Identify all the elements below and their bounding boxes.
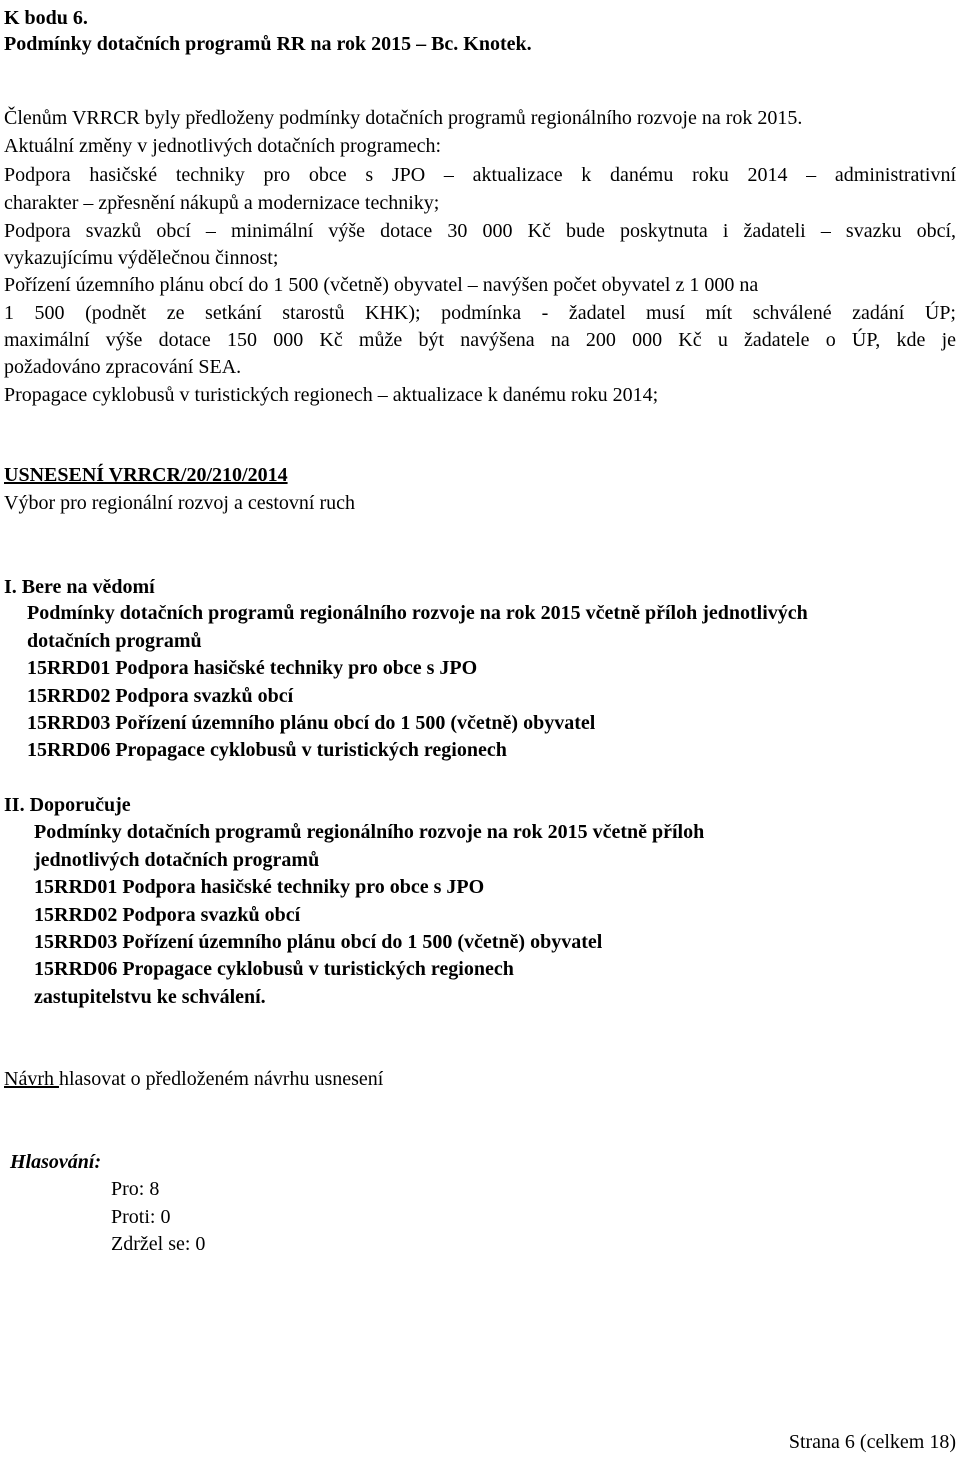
resolution-number: USNESENÍ VRRCR/20/210/2014: [4, 464, 288, 486]
agenda-item: K bodu 6.: [4, 7, 88, 29]
proposal-text: hlasovat o předloženém návrhu usnesení: [58, 1068, 384, 1090]
section-line: Podmínky dotačních programů regionálního rozvoje na rok 2015 včetně příloh jednotlivých: [27, 602, 808, 624]
intro-line: Podpora svazků obcí – minimální výše dotace 30 000 Kč bude poskytnuta i žadateli – svazku obcí,: [4, 220, 956, 242]
intro-line: Podpora hasičské techniky pro obce s JPO – aktualizace k danému roku 2014 – administrativní: [4, 164, 956, 186]
section-line: 15RRD03 Pořízení územního plánu obcí do 1 500 (včetně) obyvatel: [27, 712, 596, 734]
vote-abstain: Zdržel se: 0: [111, 1233, 206, 1255]
intro-line: Pořízení územního plánu obcí do 1 500 (včetně) obyvatel – navýšen počet obyvatel z 1 000 na: [4, 274, 759, 296]
section-line: Podmínky dotačních programů regionálního rozvoje na rok 2015 včetně příloh: [34, 821, 705, 843]
section-line: 15RRD06 Propagace cyklobusů v turistických regionech: [34, 958, 514, 980]
section-line: 15RRD01 Podpora hasičské techniky pro obce s JPO: [27, 657, 478, 679]
section-line: 15RRD06 Propagace cyklobusů v turistických regionech: [27, 739, 507, 761]
intro-line: Propagace cyklobusů v turistických regionech – aktualizace k danému roku 2014;: [4, 384, 659, 406]
section-line: 15RRD02 Podpora svazků obcí: [27, 685, 294, 707]
intro-line: maximální výše dotace 150 000 Kč může být navýšena na 200 000 Kč u žadatele o ÚP, kde je: [4, 329, 956, 351]
page-number: Strana 6 (celkem 18): [788, 1431, 956, 1453]
section-heading: II. Doporučuje: [4, 794, 131, 816]
intro-line: Aktuální změny v jednotlivých dotačních programech:: [4, 135, 442, 157]
intro-line: Členům VRRCR byly předloženy podmínky dotačních programů regionálního rozvoje na rok 2015.: [4, 107, 803, 129]
intro-line: 1 500 (podnět ze setkání starostů KHK); podmínka - žadatel musí mít schválené zadání ÚP;: [4, 302, 956, 324]
section-line: jednotlivých dotačních programů: [34, 849, 320, 871]
vote-for: Pro: 8: [111, 1178, 160, 1200]
proposal: [4, 1067, 383, 1091]
section-line: 15RRD01 Podpora hasičské techniky pro obce s JPO: [34, 876, 485, 898]
proposal-label: Návrh: [4, 1068, 59, 1090]
vote-against: Proti: 0: [111, 1206, 171, 1228]
intro-line: požadováno zpracování SEA.: [4, 356, 242, 378]
resolution-committee: Výbor pro regionální rozvoj a cestovní ruch: [4, 492, 356, 514]
section-heading: I. Bere na vědomí: [4, 576, 155, 598]
intro-line: charakter – zpřesnění nákupů a modernizace techniky;: [4, 192, 440, 214]
section-line: zastupitelstvu ke schválení.: [34, 986, 266, 1008]
agenda-title: Podmínky dotačních programů RR na rok 2015 – Bc. Knotek.: [4, 33, 532, 55]
section-line: 15RRD02 Podpora svazků obcí: [34, 904, 301, 926]
section-line: dotačních programů: [27, 630, 202, 652]
section-line: 15RRD03 Pořízení územního plánu obcí do 1 500 (včetně) obyvatel: [34, 931, 603, 953]
intro-line: vykazujícímu výdělečnou činnost;: [4, 247, 279, 269]
voting-heading: Hlasování:: [10, 1151, 102, 1173]
